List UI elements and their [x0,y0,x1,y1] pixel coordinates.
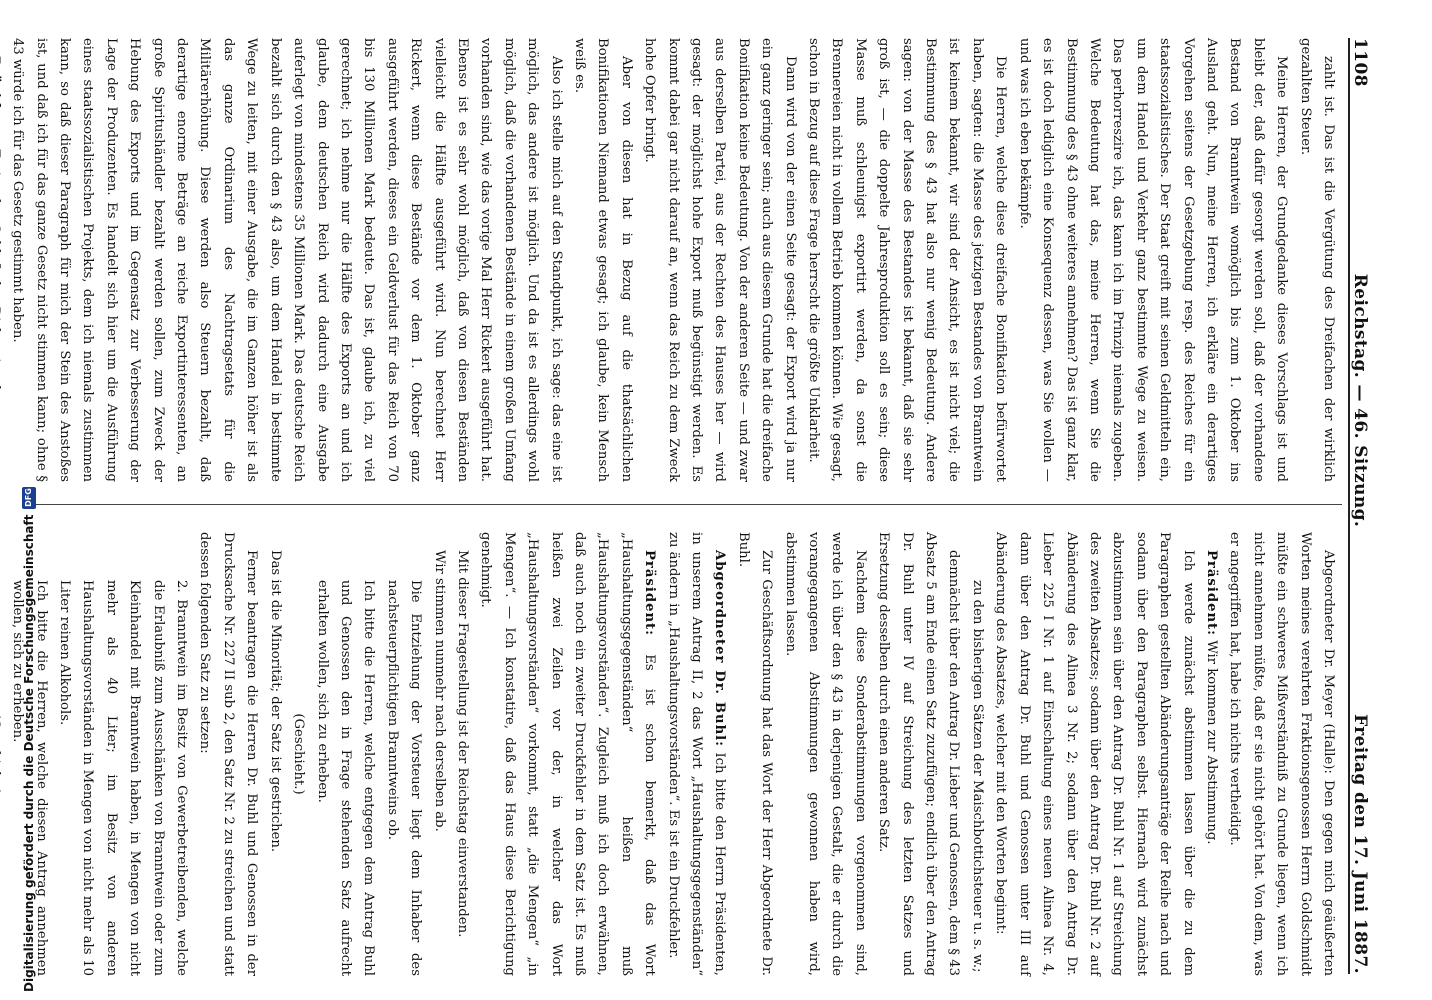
speaker-label: Präsident: [1203,550,1219,637]
right-column-paragraph: Mit dieser Fragestellung ist der Reichstag einverstanden. [454,550,470,938]
right-column-paragraph: zu den bisherigen Sätzen der Maischbottichsteuer u. s. w.; [969,580,985,973]
right-column-paragraph: Ich bitte die Herren, welche diesen Antrag annehmen wollen, sich zu erheben. [10,580,49,976]
session-date: Freitag den 17. Juni 1887. [1350,714,1370,974]
right-column-paragraph: Präsident: Es ist schon bemerkt, daß das Wort „Haushaltungsgegenständen“ heißen muß „Haushaltungsvorständen“. Zugleich muß ich doch erwähnen, daß auch noch ein zweiter Druckfehler in dem Satz ist. Es muß heißen zwei Zeilen vor der, in welcher das Wort „Haushaltungsvorständen“ vorkommt, statt „die Mengen“ „in Mengen“. — Ich konstatire, daß das Haus diese Berichtigung genehmigt. [478,532,658,976]
page-number: 1108 [1350,38,1370,87]
right-column-paragraph: (Geschieht.) [291,713,307,795]
left-column-paragraph: Dann wird von der einen Seite gesagt: der Export wird ja nur ein ganz geringer sein; auch aus diesem Grunde hat die dreifache Bonifikation keine Bedeutung. Von der anderen Seite — und zwar aus derselben Partei, aus der Rechten des Hauses her — wird gesagt: der möglichst hohe Export muß begünstigt werden. Es kommt dabei gar nicht darauf an, wenn das Reich zu dem Zweck hohe Opfer bringt. [642,38,798,482]
left-column-paragraph: Aber von diesen hat in Bezug auf die thatsächlichen Bonifikationen Niemand etwas gesagt; ich glaube, kein Mensch weiß es. [572,38,634,482]
right-column-paragraph: Das ist die Minorität; der Satz ist gestrichen. [267,550,283,853]
credit-text: Digitalisierung gefördert durch die Deutsche Forschungsgemeinschaft [22,514,36,992]
left-column [10,38,1340,482]
speaker-label: Abgeordneter Dr. Buhl: [712,550,728,748]
dfg-logo-icon: DFG [22,487,36,509]
right-column-paragraph: Nachdem diese Sonderabstimmungen vorgenommen sind, werde ich über den § 43 in derjenigen Gestalt, die er durch die vorangegangenen Abstimmungen gewonnen haben wird, abstimmen lassen. [782,532,868,976]
left-column-paragraph: Die Herren, welche diese dreifache Bonifikation befürwortet haben, sagten: die Masse des jetzigen Bestandes von Branntwein ist keinem bekannt, wir sind der Ansicht, es ist nicht viel; die Bestimmung des § 43 hat also nur wenig Bedeutung. Andere sagen: von der Masse des Bestandes ist bekannt, daß sie sehr groß ist, — die doppelte Jahresproduktion soll es sein; diese Masse muß schleunigst exportirt werden, da sonst die Brennereien nicht in vollem Betrieb kommen können. Wie gesagt, schon in Bezug auf diese Frage herrscht die größte Unklarheit. [806,38,1009,482]
page-header [1348,38,1376,974]
left-column-paragraph: Also ich stelle mich auf den Standpunkt, ich sage: das eine ist möglich, das andere ist möglich. Und da ist es allerdings wohl möglich, daß die vorhandenen Bestände in einem großen Umfang vorhanden sind, wie das vorige Mal Herr Rickert ausgeführt hat. Ebenso ist es sehr wohl möglich, daß von diesen Beständen vielleicht die Hälfte ausgeführt wird. Nun berechnet Herr Rickert, wenn diese Bestände vor dem 1. Oktober ganz ausgeführt werden, dieses ein Geldverlust für das Reich von 70 bis 130 Millionen Mark bedeute. Das ist, glaube ich, zu viel gerechnet; ich nehme nur die Hälfte des Exports an und ich glaube, dem deutschen Reich wird dadurch eine Ausgabe auferlegt von mindestens 35 Millionen Mark. Das deutsche Reich bezahlt sich durch den § 43 also, um dem Handel in bestimmte Wege zu leiten, mit einer Ausgabe, die im Ganzen höher ist als das ganze Ordinarium des Nachtragsetats für die Militärerhöhung. Diese werden also Steuern bezahlt, daß derartige enorme Beträge an reiche Exportinteressenten, an große Spiritushändler bezahlt werden sollen, zum Zweck der Hebung des Exports und im Gegensatz zur Verbesserung der Lage der Produzenten. Es handelt sich hier um die Ausführung eines staatssozialistischen Projekts, dem ich niemals zustimmen kann, so daß dieser Paragraph für mich der Stein des Anstoßes ist, und daß ich für das ganze Gesetz nicht stimmen kann; ohne § 43 würde ich für das Gesetz gestimmt haben. [10,38,564,482]
right-column-paragraph: Abgeordneter Dr. Meyer (Halle): Den gegen mich geäußerten Worten meines verehrten Fraktionsgenossen Herrn Goldschmidt müßte ein schweres Mißverständniß zu Grunde liegen, wenn ich nicht annehmen müßte, daß er sie nicht gehört hat. Von dem, was er angegriffen hat, habe ich nichts vertheidigt. [1227,532,1336,976]
right-column [10,532,1340,976]
right-column-paragraph: Wir stimmen nunmehr nach derselben ab. [431,550,447,832]
right-column-paragraph: Präsident: Wir kommen zur Abstimmung. [1203,550,1219,845]
speaker-label: Präsident: [642,550,658,637]
right-column-paragraph: Ich bitte die Herren, welche entgegen dem Antrag Buhl und Genossen den in Frage stehenden Satz aufrecht erhalten wollen, sich zu erheben. [314,580,377,976]
right-column-paragraph: Die Entziehung der Vorsteuer liegt dem Inhaber des nachsteuerpflichtigen Branntweins ob. [384,580,424,976]
column-divider [32,504,1342,505]
digitization-credit [0,0,36,1000]
session-title: Reichstag. — 46. Sitzung. [1350,273,1370,528]
right-column-paragraph: 2. Branntwein im Besitz von Gewerbetreibenden, welche die Erlaubniß zum Ausschänken von Branntwein oder zum Kleinhandel mit Branntwein haben, in Mengen von nicht mehr als 40 Liter; im Besitz von anderen Haushaltungsvorständen in Mengen von nicht mehr als 10 Liter reinen Alkohols. [57,580,190,976]
right-column-paragraph: Zur Geschäftsordnung hat das Wort der Herr Abgeordnete Dr. Buhl. [735,532,775,976]
left-column-paragraph: zahlt ist. Das ist die Vergütung des Dreifachen der wirklich gezahlten Steuer. [1297,38,1336,482]
right-column-paragraph: Ferner beantragen die Herren Dr. Buhl und Genossen in der Drucksache Nr. 227 II sub 2, den Satz Nr. 2 zu streichen und statt dessen folgenden Satz zu setzen: [197,532,260,976]
right-column-paragraph: Ich werde zunächst abstimmen lassen über die zu dem Paragraphen gestellten Abänderungsanträge der Reihe nach und sodann über den Paragraphen selbst. Hiernach wird zunächst abzustimmen sein über den Antrag Dr. Buhl Nr. 1 auf Streichung des zweiten Absatzes; sodann über den Antrag Dr. Buhl Nr. 2 auf Abänderung des Alinea 3 Nr. 2; sodann über den Antrag Dr. Lieber 225 I Nr. 1 auf Einschaltung eines neuen Alinea Nr. 4, dann über den Antrag Dr. Buhl und Genossen unter III auf Abänderung des Absatzes, welcher mit den Worten beginnt: [993,532,1196,976]
right-column-paragraph: Abgeordneter Dr. Buhl: Ich bitte den Herrn Präsidenten, in unserem Antrag II, 2 das Wort „Haushaltungsgegenständen“ zu ändern in „Haushaltungsvorständen“. Es ist ein Druckfehler. [665,532,728,976]
right-column-paragraph: demnächst über den Antrag Dr. Lieber und Genossen, dem § 43 Absatz 5 am Ende einen Satz zuzufügen; endlich über den Antrag Dr. Buhl unter IV auf Streichung des letzten Satzes und Ersetzung desselben durch einen anderen Satz. [876,532,962,976]
left-column-paragraph: Meine Herren, der Grundgedanke dieses Vorschlags ist und bleibt der, daß dafür gesorgt werden soll, daß der vorhandene Bestand von Branntwein womöglich bis zum 1. Oktober ins Ausland geht. Nun, meine Herren, ich erkläre ein derartiges Vorgehen seitens der Gesetzgebung resp. des Reiches für ein staatssozialistisches. Der Staat greift mit seinen Geldmitteln ein, um dem Handel und Verkehr ganz bestimmte Wege zu weisen. Das perhorreszire ich, das kann ich im Prinzip niemals zugeben. Welche Bedeutung hat das, meine Herren, wenn Sie die Bestimmung des § 43 ohne weiteres annehmen? Das ist ganz klar, es ist doch lediglich eine Konsequenz dessen, was Sie wollen — und was ich eben bekämpfe. [1016,38,1290,482]
